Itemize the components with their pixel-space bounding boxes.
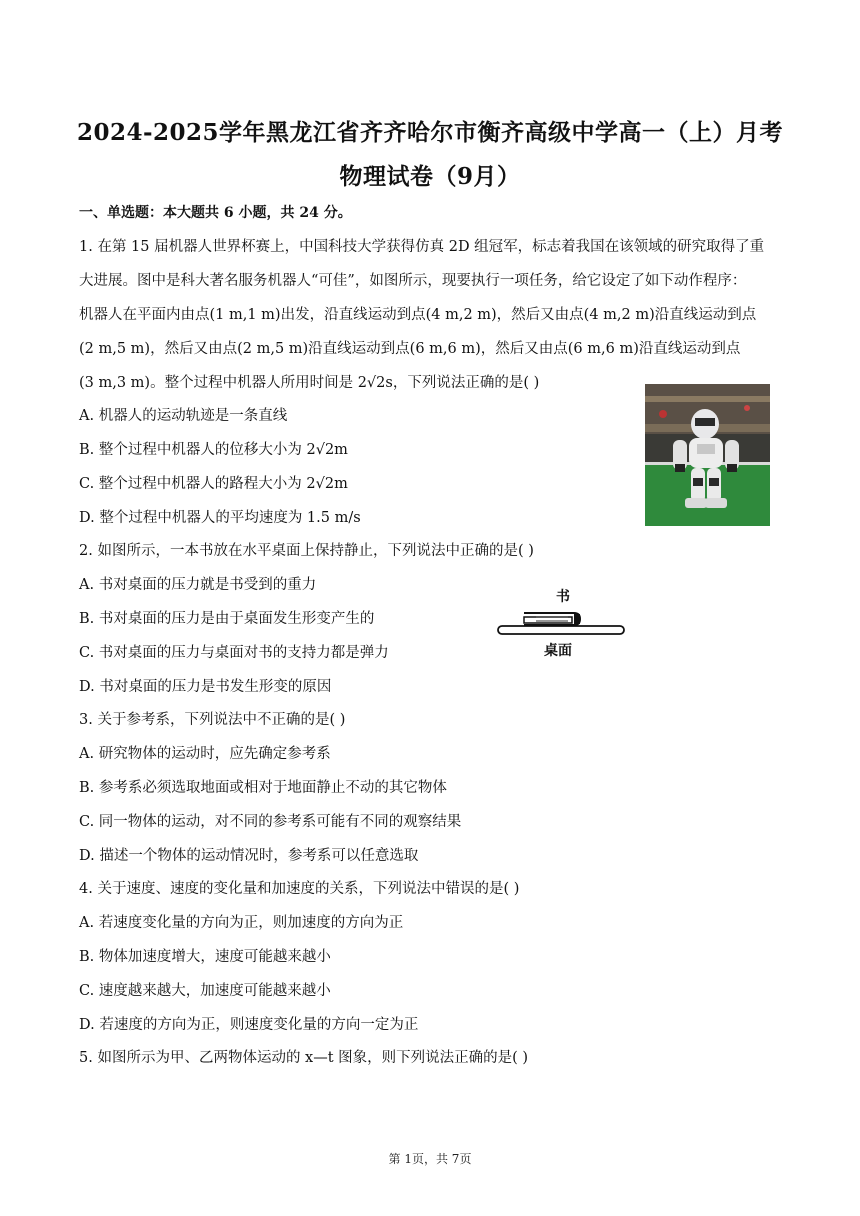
q2-option-c: C. 书对桌面的压力与桌面对书的支持力都是弹力 [79, 645, 389, 661]
q4-option-a: A. 若速度变化量的方向为正，则加速度的方向为正 [79, 915, 404, 931]
q2-option-d: D. 书对桌面的压力是书发生形变的原因 [79, 679, 332, 695]
q2-option-a: A. 书对桌面的压力就是书受到的重力 [79, 577, 317, 593]
section-heading: 一、单选题：本大题共 6 小题，共 24 分。 [79, 205, 352, 221]
desk-label: 桌面 [544, 643, 572, 659]
robot-photo [645, 384, 770, 526]
q1-option-a: A. 机器人的运动轨迹是一条直线 [79, 408, 288, 424]
exam-title-line2: 物理试卷（9月） [339, 163, 521, 190]
q4-option-c: C. 速度越来越大，加速度可能越来越小 [79, 983, 331, 999]
book-label: 书 [556, 589, 570, 605]
q2-stem: 2. 如图所示，一本书放在水平桌面上保持静止，下列说法中正确的是( ) [79, 543, 534, 559]
page-footer: 第 1页，共 7页 [388, 1152, 472, 1166]
q3-option-b: B. 参考系必须选取地面或相对于地面静止不动的其它物体 [79, 780, 447, 796]
q2-option-b: B. 书对桌面的压力是由于桌面发生形变产生的 [79, 611, 375, 627]
q3-option-a: A. 研究物体的运动时，应先确定参考系 [79, 746, 331, 762]
exam-title-line1: 2024-2025学年黑龙江省齐齐哈尔市衡齐高级中学高一（上）月考 [76, 119, 784, 146]
q1-line3: 机器人在平面内由点(1 m,1 m)出发，沿直线运动到点(4 m,2 m)，然后又由点(4 m,2 m)沿直线运动到点 [79, 307, 757, 323]
q1-option-b: B. 整个过程中机器人的位移大小为 2√2m [79, 442, 348, 458]
q1-line2: 大进展。图中是科大著名服务机器人“可佳”，如图所示，现要执行一项任务，给它设定了如下动作程序： [79, 273, 747, 289]
q3-stem: 3. 关于参考系，下列说法中不正确的是( ) [79, 712, 346, 728]
q5-stem: 5. 如图所示为甲、乙两物体运动的 x—t 图象，则下列说法正确的是( ) [79, 1050, 529, 1066]
q3-option-c: C. 同一物体的运动，对不同的参考系可能有不同的观察结果 [79, 814, 462, 830]
q4-option-b: B. 物体加速度增大，速度可能越来越小 [79, 949, 331, 965]
q1-line4: (2 m,5 m)，然后又由点(2 m,5 m)沿直线运动到点(6 m,6 m)，然后又由点(6 m,6 m)沿直线运动到点 [79, 341, 741, 357]
q4-stem: 4. 关于速度、速度的变化量和加速度的关系，下列说法中错误的是( ) [79, 881, 520, 897]
q1-line1: 1. 在第 15 届机器人世界杯赛上，中国科技大学获得仿真 2D 组冠军，标志着我国在该领域的研究取得了重 [79, 239, 765, 255]
q1-option-c: C. 整个过程中机器人的路程大小为 2√2m [79, 476, 348, 492]
q1-option-d: D. 整个过程中机器人的平均速度为 1.5 m/s [79, 510, 361, 526]
q4-option-d: D. 若速度的方向为正，则速度变化量的方向一定为正 [79, 1017, 419, 1033]
book-on-desk-figure [496, 583, 626, 661]
q3-option-d: D. 描述一个物体的运动情况时，参考系可以任意选取 [79, 848, 419, 864]
q1-line5: (3 m,3 m)。整个过程中机器人所用时间是 2√2s，下列说法正确的是( ) [79, 375, 540, 391]
